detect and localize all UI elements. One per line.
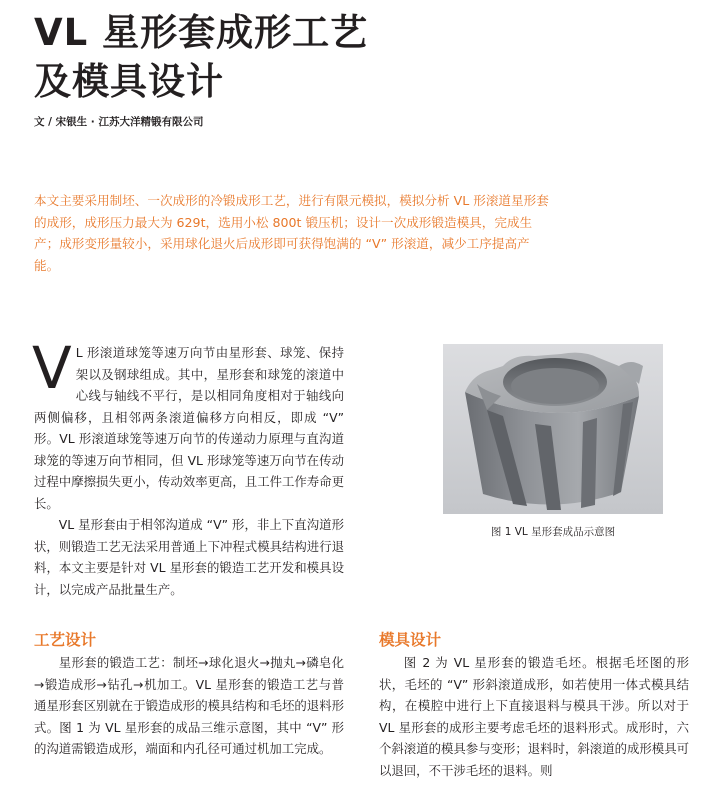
intro-column — [32, 334, 344, 600]
intro-paragraph-1-text: L 形滚道球笼等速万向节由星形套、球笼、保持架以及钢球组成。其中，星形套和球笼的滚道中心线与轴线不平行，是以相同角度相对于轴线向两侧偏移，且相邻两条滚道偏移方向相反，即成 “V” 形。VL 形滚道球笼等速万向节的传递动力原理与直沟道球笼的等速万向节相同，但 VL 形球笼等速万向节在传动过程中摩擦损失更小，传动效率更高，且工件工作寿命更长。 — [34, 345, 344, 511]
drop-cap: V — [32, 334, 72, 402]
process-paragraph: 星形套的锻造工艺：制坯→球化退火→抛丸→磷皂化→锻造成形→钻孔→机加工。VL 星形套的锻造工艺与普通星形套区别就在于锻造成形的模具结构和毛坯的退料形式。图 1 为 VL 星形套的成品三维示意图，其中 “V” 形的沟道需锻造成形，端面和内孔径可通过机加工完成。 — [34, 655, 344, 756]
figure-1-image — [443, 344, 663, 514]
die-paragraph: 图 2 为 VL 星形套的锻造毛坯。根据毛坯图的形状，毛坯的 “V” 形斜滚道成形，如若使用一体式模具结构，在模腔中进行上下直接退料与模具干涉。所以对于 VL 星形套的成形主要考虑毛坯的退料形式。成形时，六个斜滚道的模具参与变形；退料时，斜滚道的成形模具可以退回，不干涉毛坯的退料。则 — [379, 655, 689, 778]
title-line-2: 及模具设计 — [34, 60, 224, 103]
intro-paragraph-1 — [32, 334, 344, 514]
die-column — [379, 652, 689, 781]
intro-paragraph-2: VL 星形套由于相邻沟道成 “V” 形，非上下直沟道形状，则锻造工艺无法采用普通上下冲程式模具结构进行退料，本文主要是针对 VL 星形套的锻造工艺开发和模具设计，以完成产品批量生产。 — [34, 517, 344, 597]
figure-1-caption: 图 1 VL 星形套成品示意图 — [490, 526, 616, 538]
article-title — [34, 8, 494, 106]
star-sleeve-render — [443, 344, 663, 514]
section-heading-process: 工艺设计 — [34, 631, 97, 649]
title-line-1: VL 星形套成形工艺 — [34, 11, 369, 54]
abstract: 本文主要采用制坯、一次成形的冷锻成形工艺，进行有限元模拟，模拟分析 VL 形滚道星形套的成形，成形压力最大为 629t，选用小松 800t 锻压机；设计一次成形锻造模具，完成生产；成形变形量较小，采用球化退火后成形即可获得饱满的 “V” 形滚道，减少工序提高产能。 — [34, 193, 549, 273]
process-column — [34, 652, 344, 760]
section-heading-die: 模具设计 — [379, 631, 442, 649]
author-byline: 文 / 宋银生 · 江苏大洋精锻有限公司 — [34, 116, 204, 128]
